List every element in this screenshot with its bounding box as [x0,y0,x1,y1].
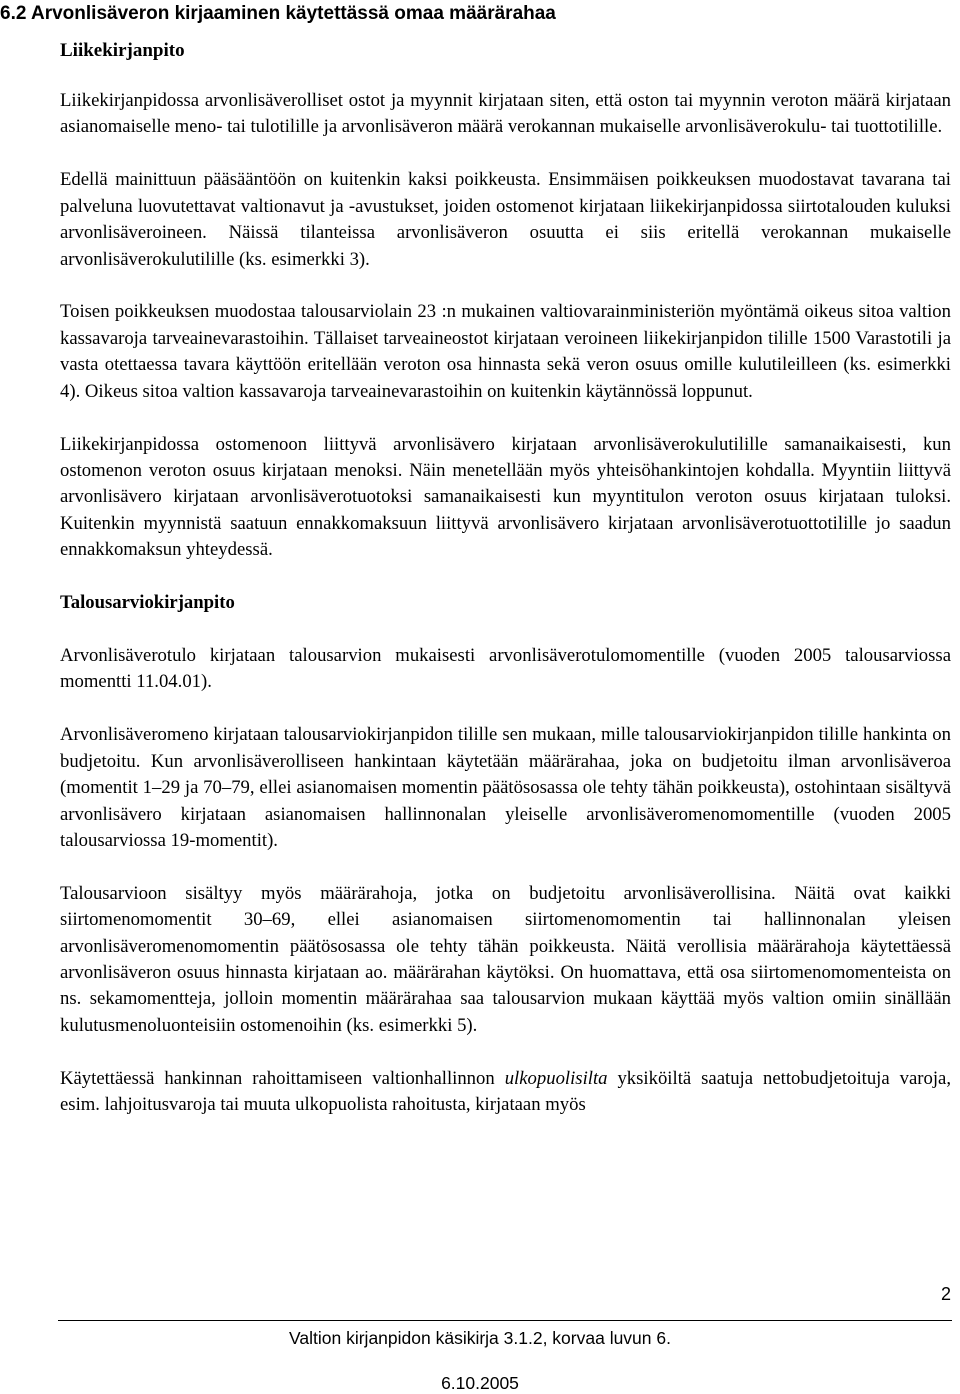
paragraph-6: Arvonlisäveromeno kirjataan talousarviokirjanpidon tilille sen mukaan, mille talousarviokirjanpidon tilille hankinta on budjetoitu. Kun arvonlisäverolliseen hankintaan käytetään määrärahaa, joka on budjetoitu ilman arvonlisäveroa (momentit 1–29 ja 70–79, ellei asianomaisen momentin päätösosassa ole tehty tähän poikkeusta), ostohintaan sisältyvä arvonlisävero kirjataan asianomaisen hallinnonalan yleiselle arvonlisäveromenomomentille (vuoden 2005 talousarviossa 19-momentit). [60,724,951,851]
document-body [60,88,951,1119]
paragraph-5: Arvonlisäverotulo kirjataan talousarvion mukaisesti arvonlisäverotulomomentille (vuoden 2005 talousarviossa momentti 11.04.01). [60,645,951,693]
paragraph-8-start: Käytettäessä hankinnan rahoittamiseen valtionhallinnon [60,1067,505,1089]
paragraph-2: Edellä mainittuun pääsääntöön on kuitenkin kaksi poikkeusta. Ensimmäisen poikkeuksen muodostavat tavarana tai palveluna luovutettavat valtionavut ja -avustukset, joiden ostomenot kirjataan liikekirjanpidossa siirtotalouden kuluksi arvonlisäveroineen. Näissä tilanteissa arvonlisäveron osuutta ei siis eritellä verokannan mukaiselle arvonlisäverokulutilille (ks. esimerkki 3). [60,169,951,270]
footer-reference: Valtion kirjanpidon käsikirja 3.1.2, korvaa luvun 6. [289,1328,671,1348]
page-number: 2 [940,1284,951,1304]
paragraph-8-italic: ulkopuolisilta [504,1067,608,1089]
paragraph-8 [60,1066,951,1119]
paragraph-4: Liikekirjanpidossa ostomenoon liittyvä arvonlisävero kirjataan arvonlisäverokulutilille samanaikaisesti, kun ostomenon veroton osuus kirjataan menoksi. Näin menetellään myös yhteisöhankintojen kohdalla. Myyntiin liittyvä arvonlisävero kirjataan arvonlisäverotuotoksi samanaikaisesti kun myyntitulon veroton osuus kirjataan tuloksi. Kuitenkin myynnistä saatuun ennakkomaksuun liittyvä arvonlisävero kirjataan arvonlisäverotuottotilille jo saadun ennakkomaksun yhteydessä. [60,433,951,561]
footer-date: 6.10.2005 [441,1373,519,1393]
chapter-heading: 6.2 Arvonlisäveron kirjaaminen käytettässä omaa määrärahaa [0,3,556,24]
footer-divider [58,1320,952,1321]
subheading-liikekirjanpito: Liikekirjanpito [60,40,185,61]
section-title-talousarviokirjanpito: Talousarviokirjanpito [60,592,235,614]
paragraph-7: Talousarvioon sisältyy myös määrärahoja, jotka on budjetoitu arvonlisäverollisina. Näitä ovat kaikki siirtomenomomentit 30–69, ellei asianomaisen siirtomenomomentin tai hallinnonalan yleisen arvonlisäveromenomomentin päätösosassa ole tehty tähän poikkeusta. Näitä verollisia määrärahoja käytettäessä arvonlisäveron osuus hinnasta kirjataan ao. määrärahan käytöksi. On huomattava, että osa siirtomenomomenteista on ns. sekamomentteja, jolloin momentin määrärahaa saa talousarvion mukaan käyttää myös valtion omiin sinällään kulutusmenoluonteisiin ostomenoihin (ks. esimerkki 5). [60,882,951,1036]
paragraph-8-end: yksiköiltä saatuja nettobudjetoituja varoja, esim. lahjoitusvaroja tai muuta ulkopuolista rahoitusta, kirjataan myös [60,1067,951,1116]
paragraph-1: Liikekirjanpidossa arvonlisäverolliset ostot ja myynnit kirjataan siten, että oston tai myynnin veroton määrä kirjataan asianomaiselle meno- tai tulotilille ja arvonlisäveron määrä verokannan mukaiselle arvonlisäverokulu- tai tuottotilille. [60,90,951,138]
paragraph-3: Toisen poikkeuksen muodostaa talousarviolain 23 :n mukainen valtiovarainministeriön myöntämä oikeus sitoa valtion kassavaroja tarveainevarastoihin. Tällaiset tarveaineostot kirjataan veroineen liikekirjanpidon tilille 1500 Varastotili ja vasta otettaessa tavara käyttöön eritellään veroton osa hinnasta sekä veron osuus omille kulutileilleen (ks. esimerkki 4). Oikeus sitoa valtion kassavaroja tarveainevarastoihin on kuitenkin käytännössä loppunut. [60,301,951,402]
